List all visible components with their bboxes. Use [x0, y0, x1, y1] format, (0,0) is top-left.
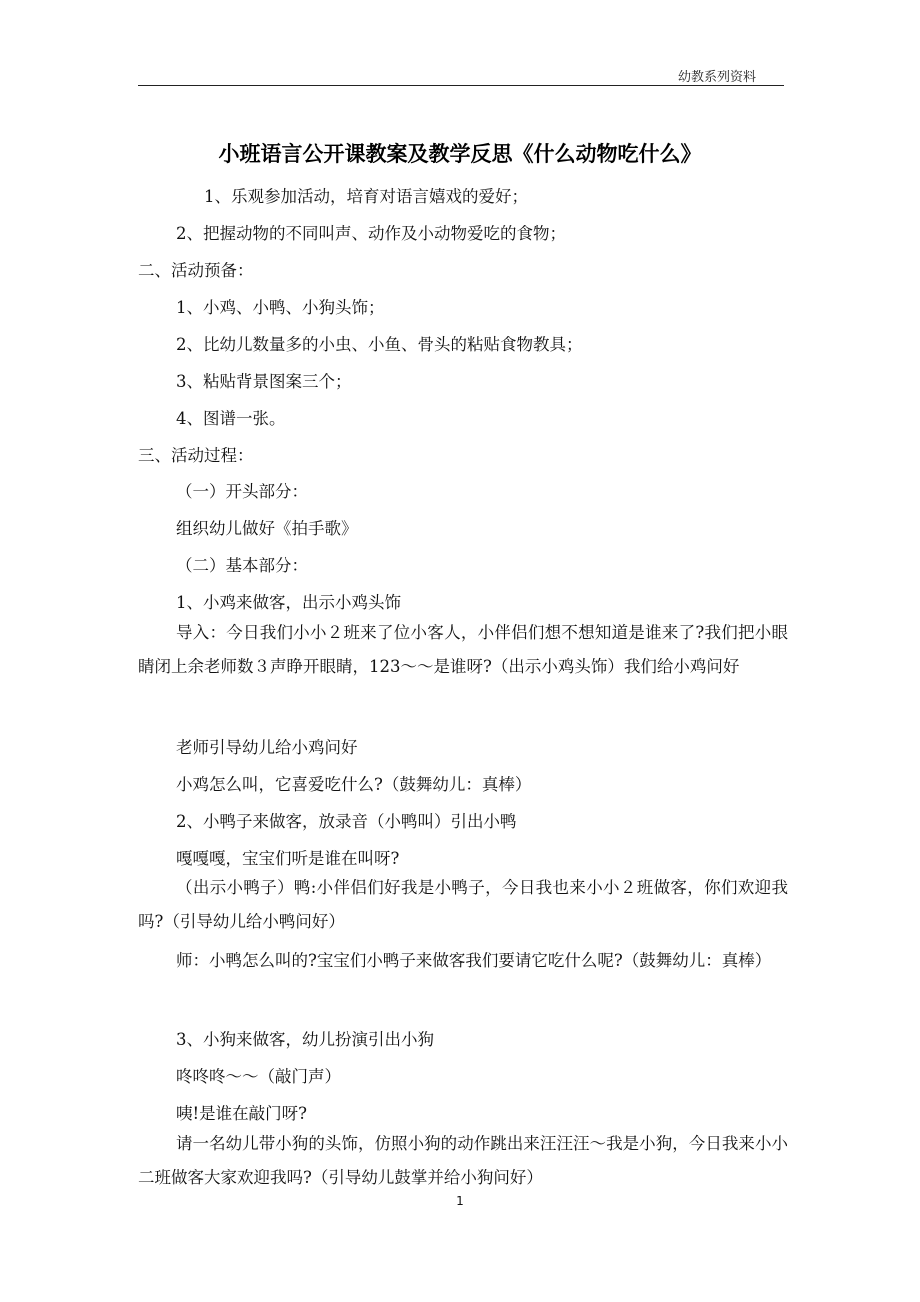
header-rule — [138, 85, 784, 86]
section-heading-preparation: 二、活动预备： — [138, 261, 254, 280]
subsection-basic: （二）基本部分： — [176, 556, 308, 575]
teacher-duck-paragraph: 师：小鸭怎么叫的?宝宝们小鸭子来做客我们要请它吃什么呢?（鼓舞幼儿：真棒） — [176, 951, 772, 970]
document-title: 小班语言公开课教案及教学反思《什么动物吃什么》 — [218, 142, 702, 166]
teacher-guide-line: 老师引导幼儿给小鸡问好 — [176, 738, 358, 757]
subsection-opening: （一）开头部分： — [176, 482, 308, 501]
who-knocks-line: 咦!是谁在敲门呀? — [176, 1104, 307, 1123]
step-1-heading: 1、小鸡来做客，出示小鸡头饰 — [176, 593, 401, 612]
intro-paragraph: 导入：今日我们小小２班来了位小客人，小伴侣们想不想知道是谁来了?我们把小眼睛闭上余老师数３声睁开眼睛，123～～是谁呀?（出示小鸡头饰）我们给小鸡问好 — [138, 623, 788, 676]
section-heading-process: 三、活动过程： — [138, 446, 254, 465]
objective-1: 1、乐观参加活动，培育对语言嬉戏的爱好； — [204, 187, 528, 206]
chick-question: 小鸡怎么叫，它喜爱吃什么?（鼓舞幼儿：真棒） — [176, 775, 532, 794]
knock-line: 咚咚咚～～（敲门声） — [176, 1067, 341, 1086]
step-3-heading: 3、小狗来做客，幼儿扮演引出小狗 — [176, 1030, 434, 1049]
prep-item-4: 4、图谱一张。 — [176, 409, 286, 428]
prep-item-1: 1、小鸡、小鸭、小狗头饰； — [176, 298, 385, 317]
prep-item-3: 3、粘贴背景图案三个； — [176, 372, 352, 391]
duck-paragraph: （出示小鸭子）鸭:小伴侣们好我是小鸭子，今日我也来小小２班做客，你们欢迎我吗?（引导幼儿给小鸭问好） — [138, 878, 788, 931]
page-number: 1 — [456, 1194, 464, 1208]
step-2-heading: 2、小鸭子来做客，放录音（小鸭叫）引出小鸭 — [176, 812, 517, 831]
opening-text: 组织幼儿做好《拍手歌》 — [176, 519, 358, 538]
duck-sound-line: 嘎嘎嘎，宝宝们听是谁在叫呀? — [176, 849, 400, 868]
objective-2: 2、把握动物的不同叫声、动作及小动物爱吃的食物； — [176, 224, 566, 243]
dog-paragraph: 请一名幼儿带小狗的头饰，仿照小狗的动作跳出来汪汪汪～我是小狗，今日我来小小二班做客大家欢迎我吗?（引导幼儿鼓掌并给小狗问好） — [138, 1134, 788, 1187]
prep-item-2: 2、比幼儿数量多的小虫、小鱼、骨头的粘贴食物教具； — [176, 335, 583, 354]
header-label: 幼教系列资料 — [677, 70, 756, 85]
